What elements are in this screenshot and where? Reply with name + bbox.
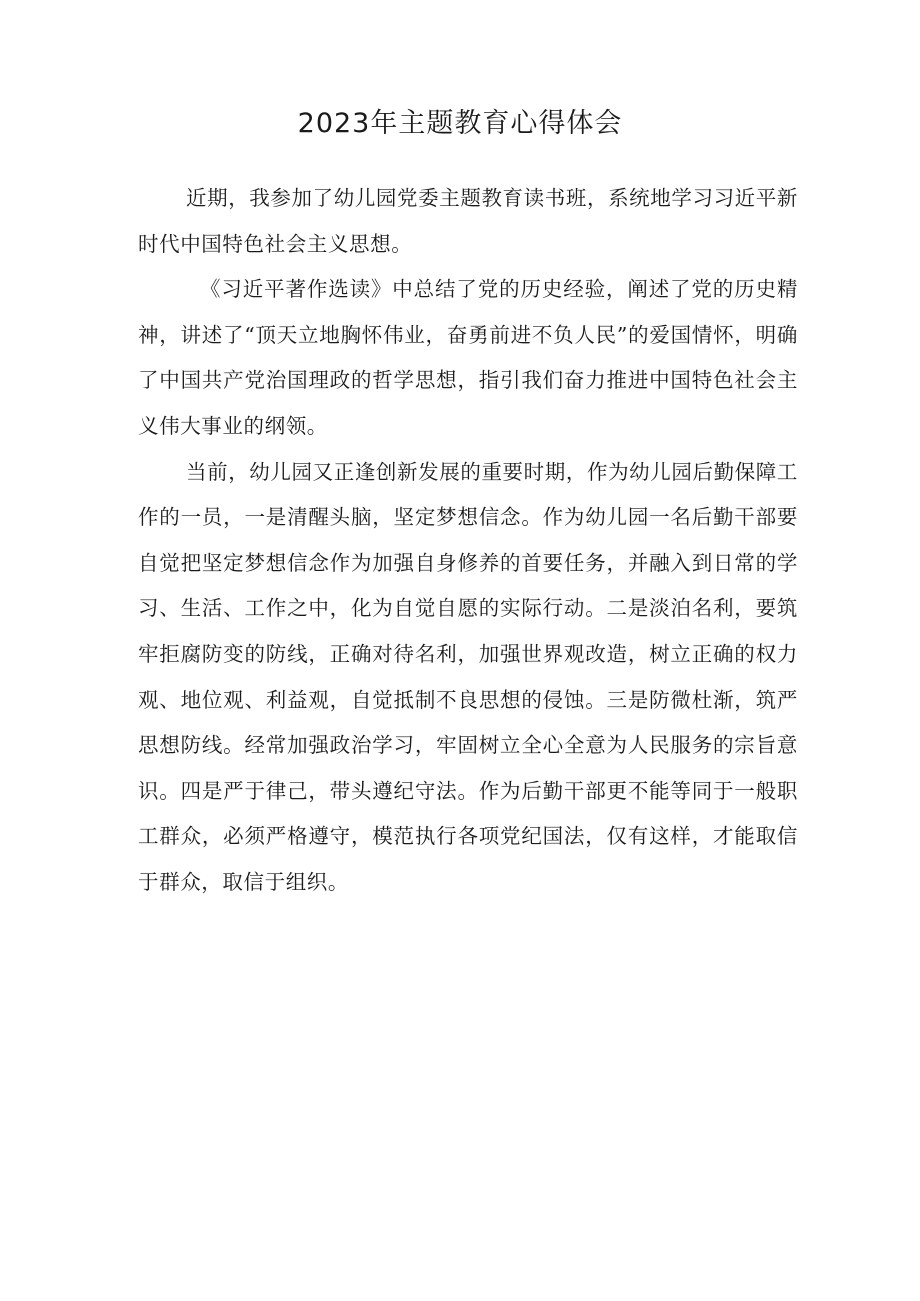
paragraph-reflections: 当前，幼儿园又正逢创新发展的重要时期，作为幼儿园后勤保障工作的一员，一是清醒头脑，坚定梦想信念。作为幼儿园一名后勤干部要自觉把坚定梦想信念作为加强自身修养的首要任务，并融入到日常的学习、生活、工作之中，化为自觉自愿的实际行动。二是淡泊名利，要筑牢拒腐防变的防线，正确对待名利，加强世界观改造，树立正确的权力观、地位观、利益观，自觉抵制不良思想的侵蚀。三是防微杜渐，筑严思想防线。经常加强政治学习，牢固树立全心全意为人民服务的宗旨意识。四是严于律己，带头遵纪守法。作为后勤干部更不能等同于一般职工群众，必须严格遵守，模范执行各项党纪国法，仅有这样，才能取信于群众，取信于组织。 (138, 459, 798, 894)
document-body (138, 176, 798, 906)
paragraph-intro: 近期，我参加了幼儿园党委主题教育读书班，系统地学习习近平新时代中国特色社会主义思想。 (138, 186, 798, 256)
paragraph-selected-works: 《习近平著作选读》中总结了党的历史经验，阐述了党的历史精神，讲述了“顶天立地胸怀伟业，奋勇前进不负人民”的爱国情怀，明确了中国共产党治国理政的哲学思想，指引我们奋力推进中国特色社会主义伟大事业的纲领。 (138, 277, 798, 438)
document-title: 2023年主题教育心得体会 (297, 108, 623, 139)
